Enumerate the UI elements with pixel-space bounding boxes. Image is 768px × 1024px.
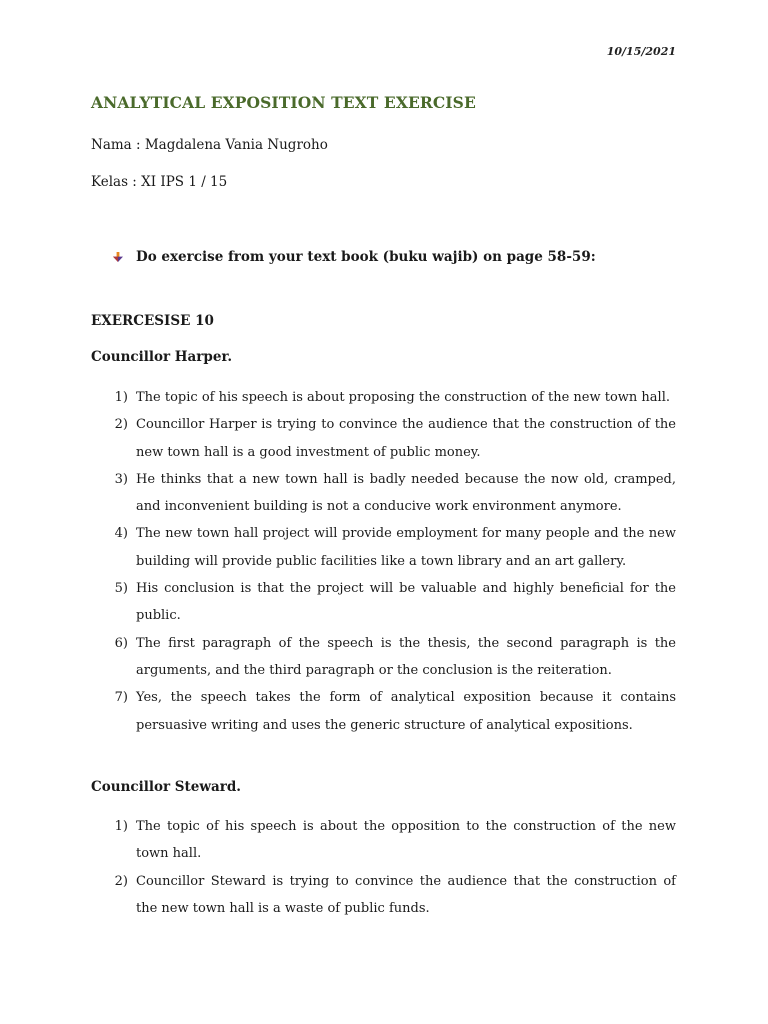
exercise-heading: EXERCESISE 10 — [91, 313, 214, 329]
list-item — [91, 466, 676, 521]
student-name-field: Nama : Magdalena Vania Nugroho — [91, 137, 328, 153]
item-number: 2) — [114, 873, 128, 889]
item-text: Councillor Steward is trying to convince the audience that the construction of the new town hall is a waste of public funds. — [136, 873, 676, 916]
list-item — [91, 630, 676, 685]
item-number: 7) — [114, 690, 128, 706]
item-number: 6) — [114, 635, 128, 651]
list-item — [91, 575, 676, 630]
student-class-field: Kelas : XI IPS 1 / 15 — [91, 174, 228, 190]
instruction-line — [113, 249, 596, 265]
section-heading-steward: Councillor Steward. — [91, 779, 241, 795]
item-text: The new town hall project will provide employment for many people and the new building will provide public facilities like a town library and an art gallery. — [136, 526, 676, 569]
item-text: Councillor Harper is trying to convince the audience that the construction of the new town hall is a good investment of public money. — [136, 417, 676, 460]
item-text: The first paragraph of the speech is the thesis, the second paragraph is the arguments, and the third paragraph or the conclusion is the reiteration. — [136, 635, 676, 678]
document-date: 10/15/2021 — [606, 45, 676, 58]
list-item — [91, 684, 676, 739]
item-number: 4) — [114, 526, 128, 542]
instruction-text: Do exercise from your text book (buku wajib) on page 58-59: — [136, 249, 596, 265]
item-text: Yes, the speech takes the form of analytical exposition because it contains persuasive writing and uses the generic structure of analytical expositions. — [136, 690, 676, 733]
item-number: 1) — [114, 819, 128, 834]
list-item — [91, 384, 676, 411]
item-text: He thinks that a new town hall is badly needed because the now old, cramped, and inconvenient building is not a conducive work environment anymore. — [136, 471, 676, 515]
list-item — [91, 520, 676, 575]
harper-answer-list — [91, 384, 676, 739]
document-title: ANALYTICAL EXPOSITION TEXT EXERCISE — [91, 93, 476, 112]
item-text: His conclusion is that the project will be valuable and highly beneficial for the public. — [136, 581, 676, 624]
item-number: 2) — [114, 417, 128, 433]
item-number: 3) — [114, 471, 128, 487]
list-item — [91, 868, 676, 923]
item-number: 5) — [114, 581, 128, 597]
list-item — [91, 411, 676, 466]
item-text: The topic of his speech is about proposing the construction of the new town hall. — [136, 390, 670, 405]
arrow-down-bullet-icon — [113, 252, 123, 262]
steward-answer-list — [91, 813, 676, 922]
item-number: 1) — [114, 390, 128, 405]
item-text: The topic of his speech is about the opposition to the construction of the new town hall. — [136, 819, 676, 862]
section-heading-harper: Councillor Harper. — [91, 349, 233, 365]
list-item — [91, 813, 676, 868]
